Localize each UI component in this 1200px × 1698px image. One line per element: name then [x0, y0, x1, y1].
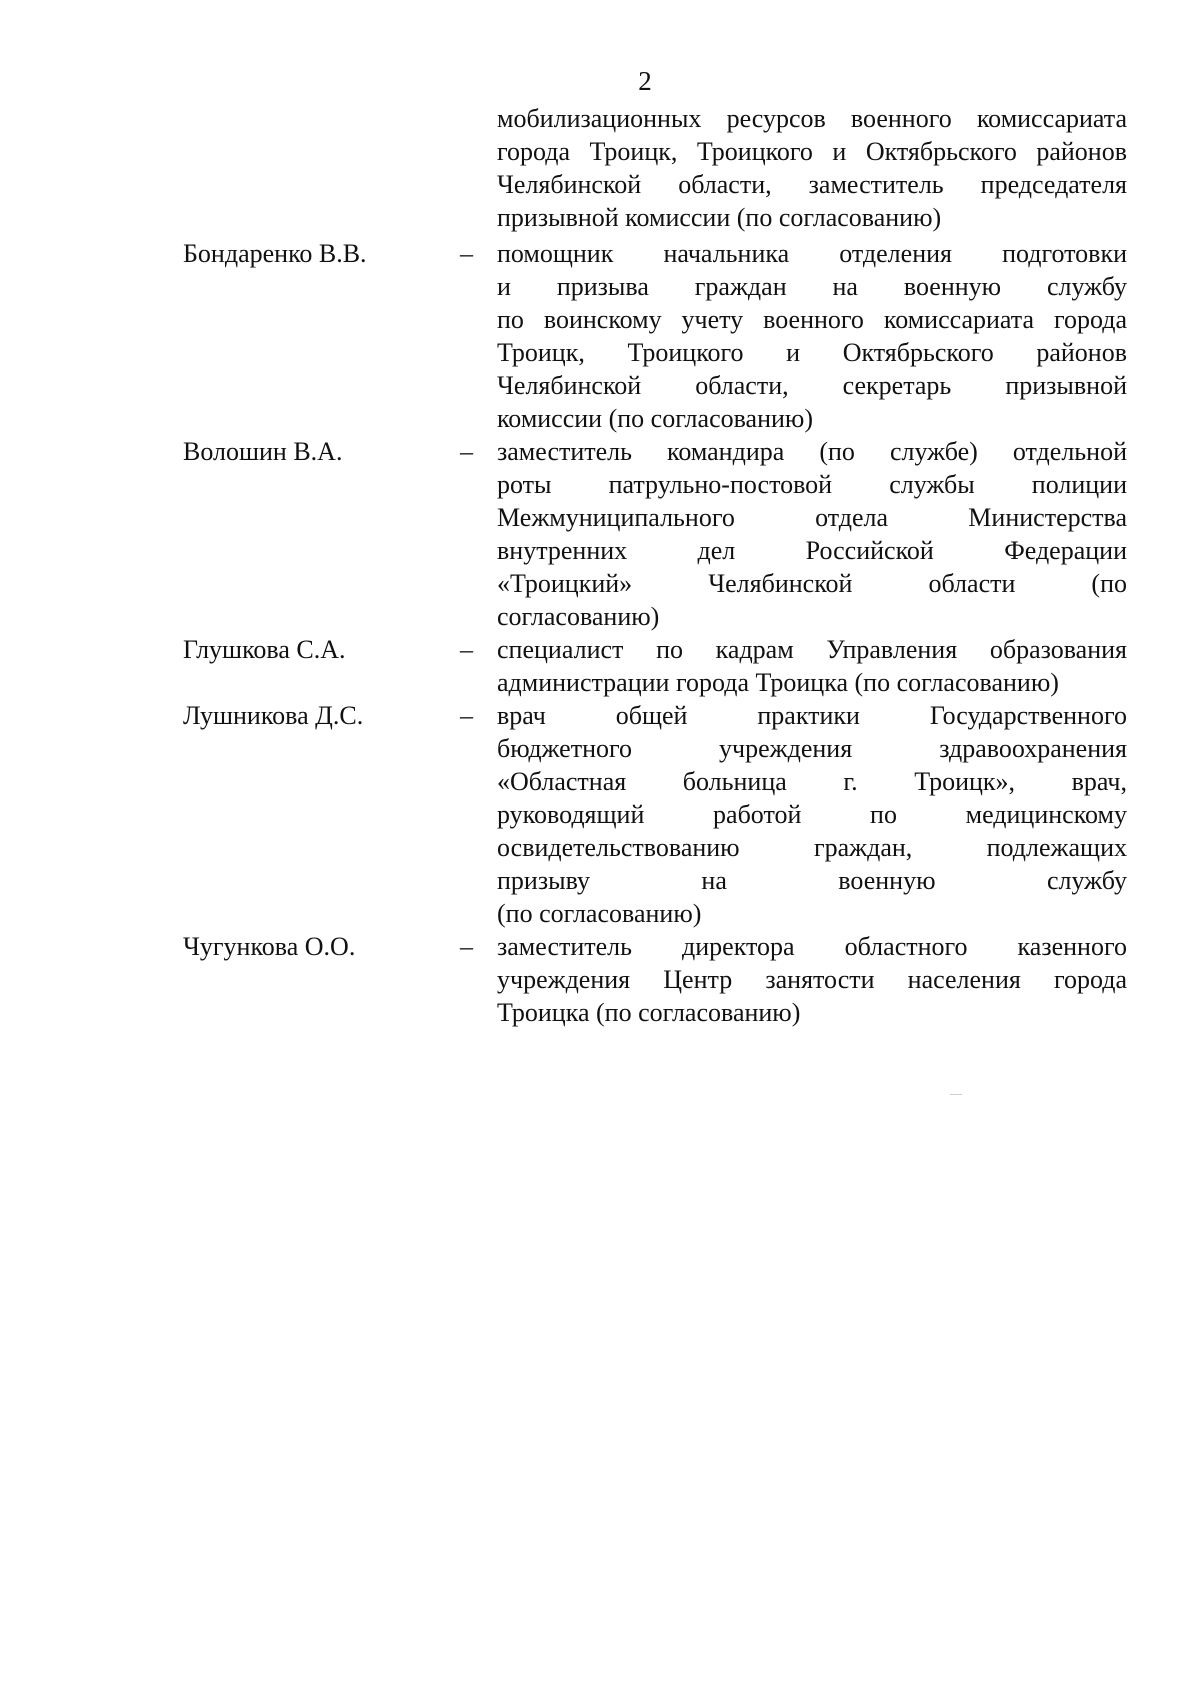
role-line: администрации города Троицка (по согласованию) — [497, 668, 1059, 697]
member-entry — [0, 699, 1200, 930]
member-role — [497, 633, 1127, 699]
role-line: Троицка (по согласованию) — [497, 998, 801, 1027]
role-line: бюджетного учреждения здравоохранения — [497, 734, 1127, 763]
member-role — [497, 435, 1127, 633]
role-line: и призыва граждан на военную службу — [497, 272, 1127, 301]
role-line: роты патрульно-постовой службы полиции — [497, 470, 1127, 499]
role-line: Троицк, Троицкого и Октябрьского районов — [497, 338, 1127, 367]
role-line: по воинскому учету военного комиссариата города — [497, 305, 1127, 334]
role-line: освидетельствованию граждан, подлежащих — [497, 833, 1127, 862]
role-line: мобилизационных ресурсов военного комиссариата — [497, 104, 1127, 133]
role-line: города Троицк, Троицкого и Октябрьского районов — [497, 137, 1127, 166]
role-line: специалист по кадрам Управления образования — [497, 635, 1127, 664]
page-number: 2 — [638, 66, 652, 96]
member-role — [497, 930, 1127, 1029]
role-line: Челябинской области, заместитель председателя — [497, 170, 1127, 199]
dash-separator: – — [460, 239, 473, 268]
role-line: заместитель директора областного казенного — [497, 932, 1127, 961]
role-line: учреждения Центр занятости населения города — [497, 965, 1127, 994]
member-name: Бондаренко В.В. — [183, 239, 367, 268]
role-line: комиссии (по согласованию) — [497, 404, 813, 433]
role-line: призывной комиссии (по согласованию) — [497, 203, 942, 232]
member-entry — [0, 930, 1200, 1029]
role-line: согласованию) — [497, 602, 660, 631]
role-line: заместитель командира (по службе) отдельной — [497, 437, 1127, 466]
dash-separator: – — [460, 932, 473, 961]
role-line: помощник начальника отделения подготовки — [497, 239, 1127, 268]
commission-member-list — [0, 237, 1200, 1029]
role-line: Челябинской области, секретарь призывной — [497, 371, 1127, 400]
member-name: Волошин В.А. — [183, 437, 343, 466]
member-entry — [0, 237, 1200, 435]
dash-separator: – — [460, 437, 473, 466]
member-role — [497, 237, 1127, 435]
dash-separator: – — [460, 635, 473, 664]
member-entry — [0, 633, 1200, 699]
dash-separator: – — [460, 701, 473, 730]
role-line: внутренних дел Российской Федерации — [497, 536, 1127, 565]
member-name: Лушникова Д.С. — [183, 701, 364, 730]
role-line: руководящий работой по медицинскому — [497, 800, 1127, 829]
scan-artifact — [950, 1094, 962, 1095]
role-line: «Троицкий» Челябинской области (по — [497, 569, 1127, 598]
previous-member-role-continuation — [497, 102, 1127, 234]
member-entry — [0, 435, 1200, 633]
role-line: «Областная больница г. Троицк», врач, — [497, 767, 1127, 796]
role-line: врач общей практики Государственного — [497, 701, 1127, 730]
role-line: Межмуниципального отдела Министерства — [497, 503, 1127, 532]
member-name: Глушкова С.А. — [183, 635, 346, 664]
member-role — [497, 699, 1127, 930]
role-line: призыву на военную службу — [497, 866, 1127, 895]
role-line: (по согласованию) — [497, 899, 702, 928]
member-name: Чугункова О.О. — [183, 932, 356, 961]
